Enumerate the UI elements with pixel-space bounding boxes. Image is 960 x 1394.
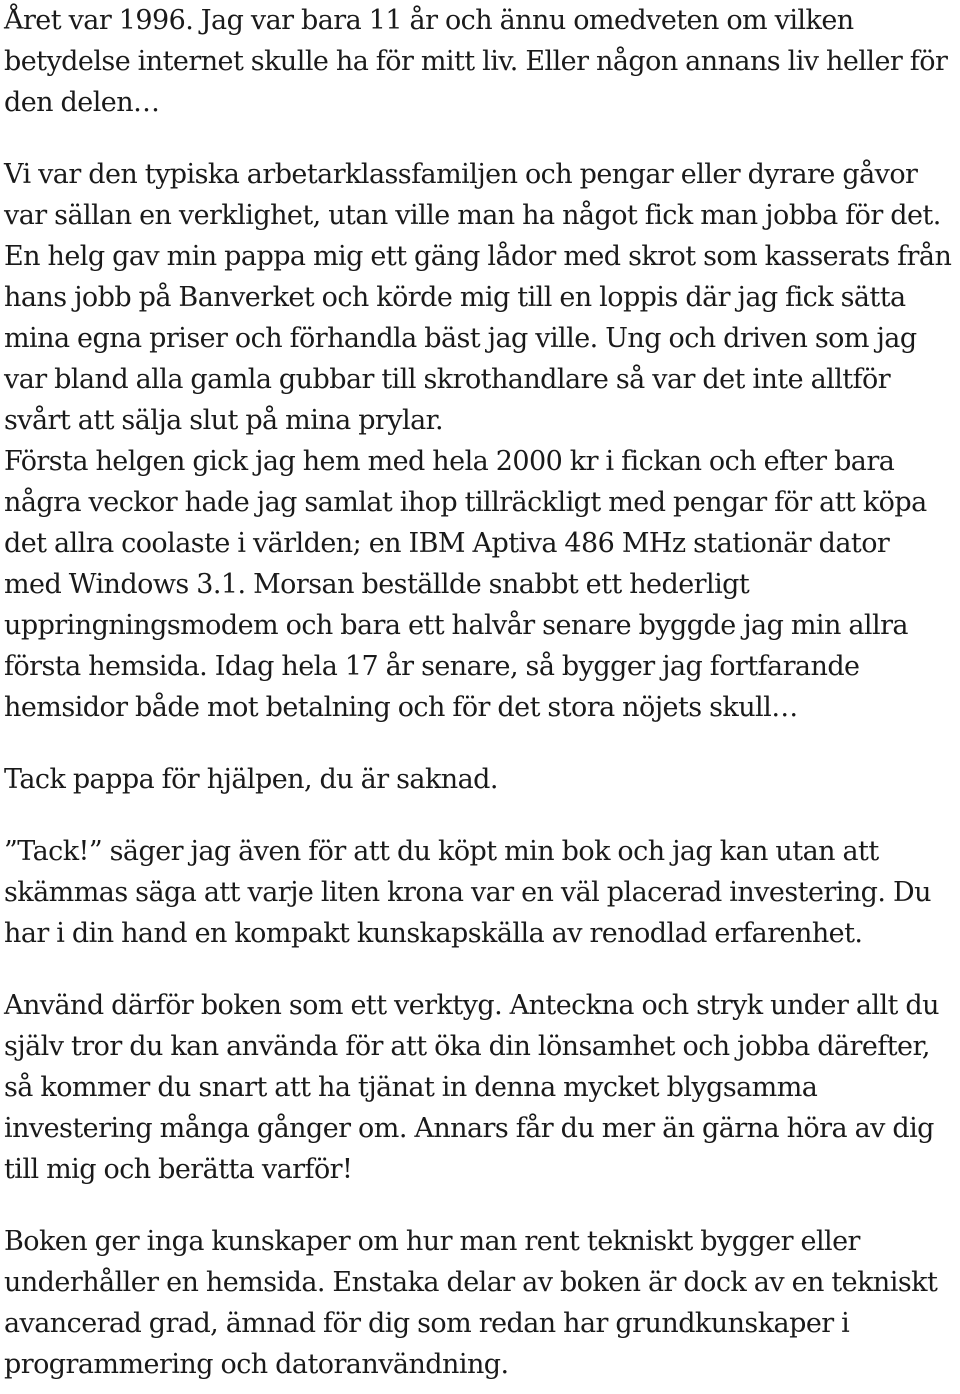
paragraph-thanks-reader — [4, 831, 960, 954]
text-line: avancerad grad, ämnad för dig som redan har grundkunskaper i — [4, 1308, 850, 1339]
paragraph-spacer — [4, 728, 960, 759]
text-line: första hemsida. Idag hela 17 år senare, så bygger jag fortfarande — [4, 651, 860, 682]
paragraph-spacer — [4, 1190, 960, 1221]
text-line: hans jobb på Banverket och körde mig till en loppis där jag fick sätta — [4, 282, 906, 313]
text-line: ”Tack!” säger jag även för att du köpt min bok och jag kan utan att — [4, 836, 879, 867]
text-line: några veckor hade jag samlat ihop tillräckligt med pengar för att köpa — [4, 487, 927, 518]
text-line: uppringningsmodem och bara ett halvår senare byggde jag min allra — [4, 610, 908, 641]
text-line: En helg gav min pappa mig ett gäng lådor med skrot som kasserats från — [4, 241, 952, 272]
paragraph-disclaimer — [4, 1221, 960, 1385]
text-line: var bland alla gamla gubbar till skrothandlare så var det inte alltför — [4, 364, 891, 395]
text-line: hemsidor både mot betalning och för det stora nöjets skull… — [4, 692, 798, 723]
text-line: har i din hand en kompakt kunskapskälla av renodlad erfarenhet. — [4, 918, 863, 949]
text-line: underhåller en hemsida. Enstaka delar av boken är dock av en tekniskt — [4, 1267, 938, 1298]
paragraph-story — [4, 154, 960, 728]
text-line: själv tror du kan använda för att öka din lönsamhet och jobba därefter, — [4, 1031, 930, 1062]
text-line: investering många gånger om. Annars får du mer än gärna höra av dig — [4, 1113, 934, 1144]
text-line: så kommer du snart att ha tjänat in denna mycket blygsamma — [4, 1072, 818, 1103]
text-line: det allra coolaste i världen; en IBM Aptiva 486 MHz stationär dator — [4, 528, 890, 559]
text-line: Tack pappa för hjälpen, du är saknad. — [4, 764, 498, 795]
text-line: den delen… — [4, 87, 160, 118]
text-line: programmering och datoranvändning. — [4, 1349, 509, 1380]
paragraph-use-book — [4, 985, 960, 1190]
text-line: Boken ger inga kunskaper om hur man rent tekniskt bygger eller — [4, 1226, 860, 1257]
text-line: skämmas säga att varje liten krona var en väl placerad investering. Du — [4, 877, 931, 908]
text-line: Vi var den typiska arbetarklassfamiljen och pengar eller dyrare gåvor — [4, 159, 918, 190]
text-line: mina egna priser och förhandla bäst jag ville. Ung och driven som jag — [4, 323, 917, 354]
paragraph-thanks-father — [4, 759, 960, 800]
paragraph-spacer — [4, 800, 960, 831]
text-line: svårt att sälja slut på mina prylar. — [4, 405, 444, 436]
text-line: var sällan en verklighet, utan ville man ha något fick man jobba för det. — [4, 200, 941, 231]
text-line: med Windows 3.1. Morsan beställde snabbt ett hederligt — [4, 569, 750, 600]
paragraph-spacer — [4, 954, 960, 985]
text-line: Året var 1996. Jag var bara 11 år och ännu omedveten om vilken — [4, 5, 854, 36]
text-line: betydelse internet skulle ha för mitt liv. Eller någon annans liv heller för — [4, 46, 948, 77]
text-line: till mig och berätta varför! — [4, 1154, 353, 1185]
paragraph-intro — [4, 0, 960, 123]
text-line: Använd därför boken som ett verktyg. Anteckna och stryk under allt du — [4, 990, 939, 1021]
text-line: Första helgen gick jag hem med hela 2000 kr i fickan och efter bara — [4, 446, 895, 477]
paragraph-spacer — [4, 123, 960, 154]
